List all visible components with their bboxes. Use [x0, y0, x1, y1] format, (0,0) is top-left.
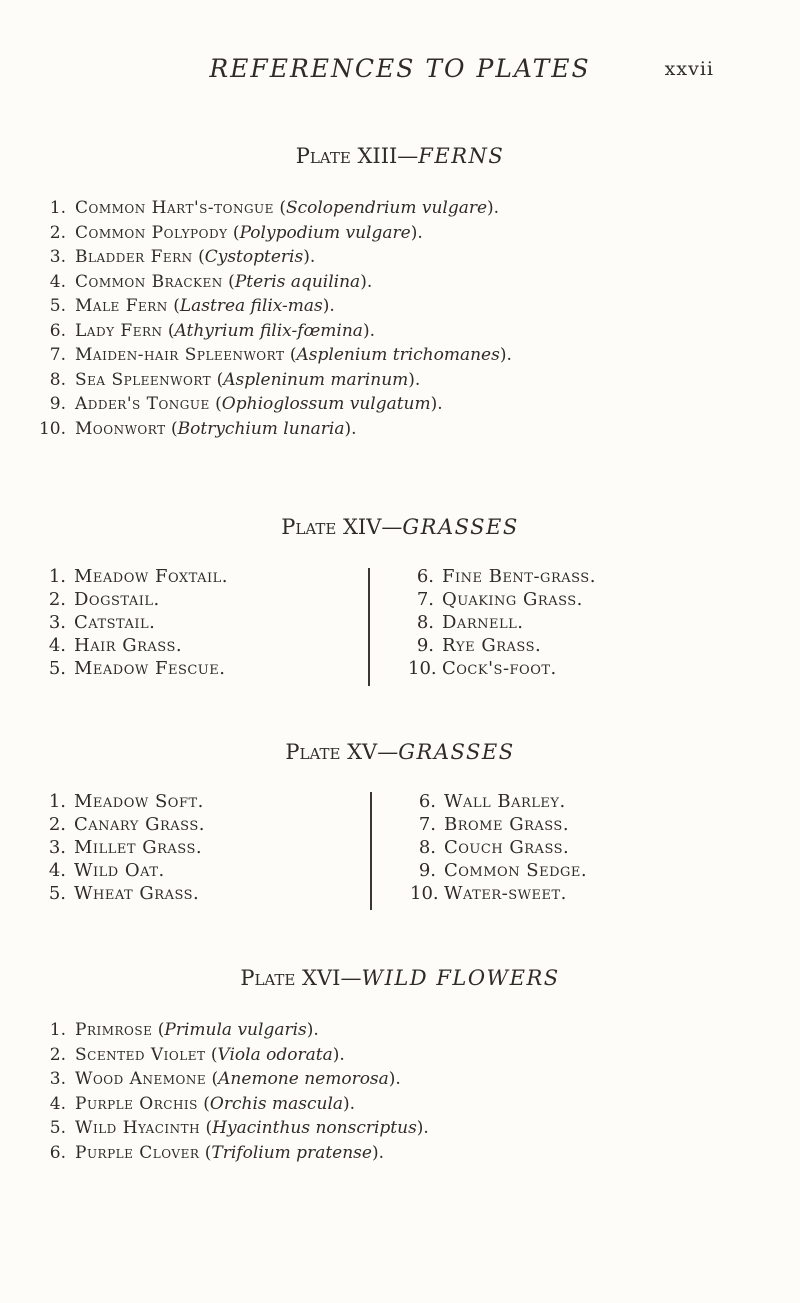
list-item: 6. Lady Fern (Athyrium filix-fœmina).: [38, 319, 512, 344]
plate-subject: GRASSES: [398, 740, 515, 764]
grass-name: Wild Oat.: [74, 860, 165, 881]
list-item: [40, 790, 205, 813]
list-item: [410, 836, 587, 859]
latin-name: Scolopendrium vulgare: [285, 198, 488, 218]
list-item: [408, 611, 596, 634]
list-item: [40, 634, 228, 657]
closing: ).: [343, 1093, 356, 1114]
list-item: [40, 859, 205, 882]
grass-name: Common Sedge.: [444, 860, 588, 881]
item-number: 1.: [48, 791, 66, 812]
common-name: Moonwort: [75, 418, 166, 439]
item-number: 3.: [49, 1069, 66, 1089]
grass-name: Millet Grass.: [74, 837, 203, 858]
latin-name: Primula vulgaris: [164, 1020, 307, 1040]
latin-name: Ophioglossum vulgatum: [221, 394, 431, 414]
item-number: 5.: [48, 658, 66, 679]
item-number: 8.: [416, 612, 434, 633]
grass-name: Meadow Foxtail.: [74, 566, 228, 587]
list-item: 7. Maiden-hair Spleenwort (Asplenium trichomanes).: [38, 343, 512, 368]
list-item: [40, 836, 205, 859]
latin-name: Orchis mascula: [209, 1093, 344, 1114]
closing: ).: [344, 418, 357, 439]
grass-name: Water-sweet.: [444, 883, 567, 904]
closing: ).: [362, 320, 375, 341]
item-number: 2.: [49, 1044, 66, 1065]
grass-name: Wheat Grass.: [74, 883, 200, 904]
latin-name: Polypodium vulgare: [239, 222, 411, 243]
common-name: Common Polypody: [75, 222, 228, 243]
list-item: [40, 588, 228, 611]
closing: ).: [416, 1118, 429, 1138]
list-item: 3. Wood Anemone (Anemone nemorosa).: [38, 1067, 429, 1092]
common-name: Primrose: [75, 1020, 153, 1040]
grass-name: Fine Bent-grass.: [442, 566, 596, 587]
closing: ).: [499, 345, 512, 365]
page-number: xxvii: [664, 58, 714, 80]
item-number: 4.: [49, 1093, 66, 1114]
list-item: 9. Adder's Tongue (Ophioglossum vulgatum).: [38, 392, 512, 417]
item-number: 6.: [49, 1142, 66, 1163]
item-number: 1.: [48, 566, 66, 587]
item-number: 3.: [48, 612, 66, 633]
item-number: 4.: [48, 635, 66, 656]
list-item: [40, 657, 228, 680]
list-item: 1. Common Hart's-tongue (Scolopendrium vulgare).: [38, 196, 512, 221]
plate-13-heading: [0, 144, 800, 168]
item-number: 7.: [418, 814, 436, 835]
common-name: Purple Clover: [75, 1142, 200, 1163]
column-divider: [368, 568, 370, 686]
list-item: 5. Wild Hyacinth (Hyacinthus nonscriptus).: [38, 1116, 429, 1141]
item-number: 1.: [49, 198, 66, 218]
grass-name: Dogstail.: [74, 589, 160, 610]
common-name: Lady Fern: [75, 320, 163, 341]
item-number: 10.: [38, 418, 66, 439]
grass-name: Darnell.: [442, 612, 524, 633]
common-name: Common Hart's-tongue: [75, 198, 274, 218]
grass-name: Rye Grass.: [442, 635, 542, 656]
list-item: [40, 813, 205, 836]
closing: ).: [306, 1020, 319, 1040]
grass-name: Canary Grass.: [74, 814, 205, 835]
list-item: [410, 813, 587, 836]
list-item: [408, 634, 596, 657]
item-number: 3.: [48, 837, 66, 858]
grass-name: Quaking Grass.: [442, 589, 583, 610]
list-item: 6. Purple Clover (Trifolium pratense).: [38, 1141, 429, 1166]
item-number: 7.: [49, 345, 66, 365]
list-item: 1. Primrose (Primula vulgaris).: [38, 1018, 429, 1043]
closing: ).: [322, 296, 335, 316]
grass-name: Meadow Fescue.: [74, 658, 226, 679]
common-name: Sea Spleenwort: [75, 369, 212, 390]
common-name: Adder's Tongue: [75, 394, 210, 414]
list-item: 5. Male Fern (Lastrea filix-mas).: [38, 294, 512, 319]
closing: ).: [408, 369, 421, 390]
grass-name: Cock's-foot.: [442, 658, 557, 679]
item-number: 8.: [49, 369, 66, 390]
list-item: [40, 565, 228, 588]
closing: ).: [332, 1044, 345, 1065]
list-item: 2. Common Polypody (Polypodium vulgare).: [38, 221, 512, 246]
item-number: 6.: [49, 320, 66, 341]
latin-name: Asplenium trichomanes: [296, 345, 500, 365]
latin-name: Lastrea filix-mas: [179, 296, 323, 316]
list-item: [408, 588, 596, 611]
plate-15-left-column: [40, 790, 205, 905]
item-number: 3.: [49, 247, 66, 267]
list-item: [408, 565, 596, 588]
item-number: 2.: [49, 222, 66, 243]
list-item: 10. Moonwort (Botrychium lunaria).: [38, 417, 512, 442]
grass-name: Couch Grass.: [444, 837, 570, 858]
latin-name: Cystopteris: [204, 247, 304, 267]
item-number: 10.: [408, 658, 437, 679]
closing: ).: [487, 198, 500, 218]
item-number: 10.: [410, 883, 439, 904]
item-number: 8.: [418, 837, 436, 858]
common-name: Wood Anemone: [75, 1069, 207, 1089]
plate-subject: FERNS: [418, 144, 505, 168]
item-number: 9.: [418, 860, 436, 881]
plate-subject: GRASSES: [402, 515, 519, 539]
plate-15-right-column: [410, 790, 587, 905]
list-item: 3. Bladder Fern (Cystopteris).: [38, 245, 512, 270]
grass-name: Wall Barley.: [444, 791, 566, 812]
closing: ).: [388, 1069, 401, 1089]
latin-name: Viola odorata: [217, 1044, 333, 1065]
list-item: 4. Common Bracken (Pteris aquilina).: [38, 270, 512, 295]
item-number: 9.: [49, 394, 66, 414]
common-name: Male Fern: [75, 296, 168, 316]
common-name: Bladder Fern: [75, 247, 193, 267]
latin-name: Botrychium lunaria: [177, 418, 345, 439]
list-item: [40, 611, 228, 634]
closing: ).: [410, 222, 423, 243]
latin-name: Aspleninum marinum: [223, 369, 409, 390]
item-number: 2.: [48, 589, 66, 610]
common-name: Wild Hyacinth: [75, 1118, 201, 1138]
item-number: 6.: [416, 566, 434, 587]
item-number: 1.: [49, 1020, 66, 1040]
common-name: Purple Orchis: [75, 1093, 198, 1114]
common-name: Maiden-hair Spleenwort: [75, 345, 285, 365]
item-number: 5.: [48, 883, 66, 904]
list-item: [410, 790, 587, 813]
item-number: 6.: [418, 791, 436, 812]
closing: ).: [430, 394, 443, 414]
grass-name: Hair Grass.: [74, 635, 183, 656]
plate-label: Plate XVI—: [240, 966, 362, 990]
grass-name: Meadow Soft.: [74, 791, 204, 812]
list-item: [410, 859, 587, 882]
list-item: 4. Purple Orchis (Orchis mascula).: [38, 1092, 429, 1117]
plate-label: Plate XV—: [285, 740, 399, 764]
plate-16-heading: [0, 966, 800, 990]
item-number: 5.: [49, 1118, 66, 1138]
plate-14-left-column: [40, 565, 228, 680]
latin-name: Athyrium filix-fœmina: [174, 320, 363, 341]
common-name: Common Bracken: [75, 271, 223, 292]
latin-name: Anemone nemorosa: [218, 1069, 389, 1089]
list-item: 2. Scented Violet (Viola odorata).: [38, 1043, 429, 1068]
item-number: 7.: [416, 589, 434, 610]
plate-14-heading: [0, 515, 800, 539]
plate-label: Plate XIII—: [295, 144, 419, 168]
closing: ).: [360, 271, 373, 292]
plate-subject: WILD FLOWERS: [361, 966, 560, 990]
item-number: 9.: [416, 635, 434, 656]
plate-label: Plate XIV—: [281, 515, 403, 539]
plate-14-right-column: [408, 565, 596, 680]
column-divider: [370, 792, 372, 910]
latin-name: Pteris aquilina: [234, 271, 361, 292]
plate-16-list: [38, 1018, 429, 1165]
plate-13-list: [38, 196, 512, 441]
closing: ).: [371, 1142, 384, 1163]
grass-name: Brome Grass.: [444, 814, 570, 835]
plate-15-heading: [0, 740, 800, 764]
running-title: REFERENCES TO PLATES: [209, 54, 591, 83]
latin-name: Hyacinthus nonscriptus: [212, 1118, 417, 1138]
item-number: 4.: [48, 860, 66, 881]
list-item: 8. Sea Spleenwort (Aspleninum marinum).: [38, 368, 512, 393]
item-number: 4.: [49, 271, 66, 292]
list-item: [408, 657, 596, 680]
grass-name: Catstail.: [74, 612, 156, 633]
latin-name: Trifolium pratense: [211, 1142, 372, 1163]
item-number: 5.: [49, 296, 66, 316]
list-item: [410, 882, 587, 905]
closing: ).: [303, 247, 316, 267]
item-number: 2.: [48, 814, 66, 835]
common-name: Scented Violet: [75, 1044, 206, 1065]
list-item: [40, 882, 205, 905]
